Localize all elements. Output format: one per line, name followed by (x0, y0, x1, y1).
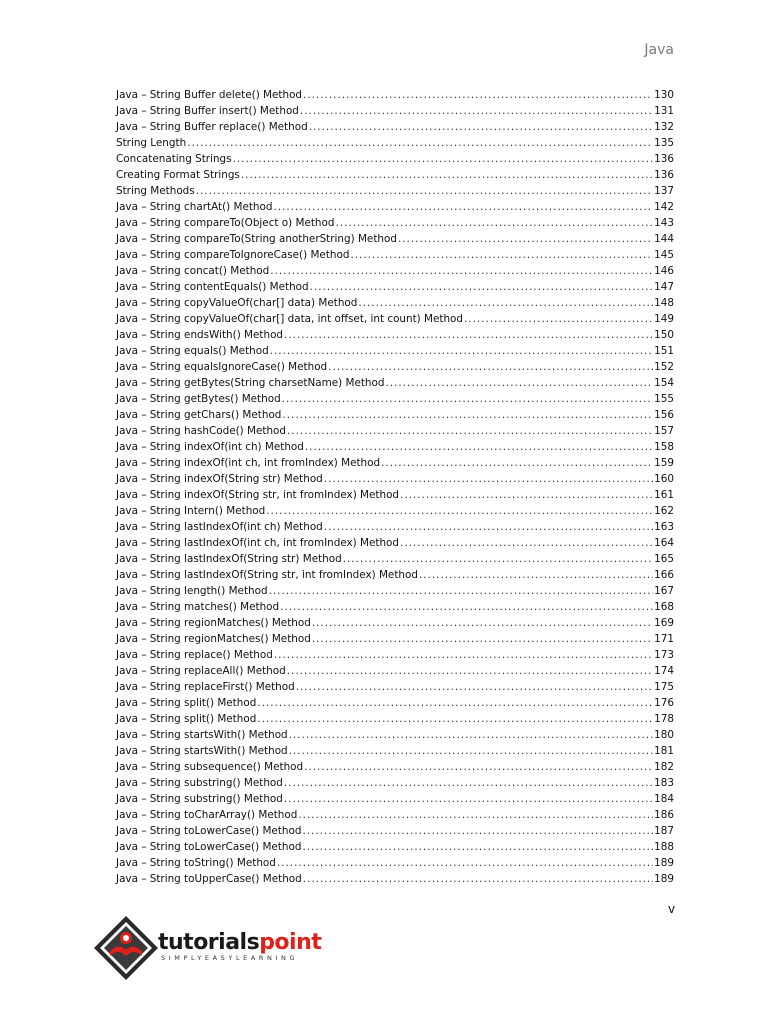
toc-entry-title: Java – String lastIndexOf(String str, int fromIndex) Method (116, 569, 418, 581)
toc-dot-leader (296, 679, 653, 695)
toc-entry-title: Java – String equalsIgnoreCase() Method (116, 361, 328, 373)
toc-entry[interactable] (116, 775, 674, 791)
toc-entry-title: Java – String replaceFirst() Method (116, 681, 295, 693)
toc-entry-page: 148 (654, 297, 674, 309)
toc-entry-page: 189 (654, 873, 674, 885)
toc-dot-leader (303, 871, 653, 887)
toc-entry[interactable] (116, 183, 674, 199)
toc-entry[interactable] (116, 871, 674, 887)
toc-entry-page: 143 (654, 217, 674, 229)
toc-entry-title: Java – String Intern() Method (116, 505, 266, 517)
toc-entry[interactable] (116, 295, 674, 311)
toc-entry-page: 164 (654, 537, 674, 549)
toc-entry-page: 152 (654, 361, 674, 373)
toc-entry-title: Java – String endsWith() Method (116, 329, 284, 341)
toc-dot-leader (277, 855, 653, 871)
toc-entry[interactable] (116, 839, 674, 855)
toc-entry[interactable] (116, 215, 674, 231)
toc-entry-page: 180 (654, 729, 674, 741)
toc-entry-title: Java – String substring() Method (116, 793, 283, 805)
toc-entry-page: 131 (654, 105, 674, 117)
toc-dot-leader (328, 359, 653, 375)
toc-dot-leader (257, 695, 653, 711)
toc-entry[interactable] (116, 455, 674, 471)
tutorialspoint-logo (88, 912, 338, 982)
toc-entry-page: 144 (654, 233, 674, 245)
toc-entry-title: Java – String concat() Method (116, 265, 270, 277)
toc-entry-page: 149 (654, 313, 674, 325)
toc-entry-title: Java – String startsWith() Method (116, 745, 288, 757)
toc-entry-title: Java – String indexOf(int ch) Method (116, 441, 304, 453)
toc-entry[interactable] (116, 439, 674, 455)
toc-entry-title: Creating Format Strings (116, 169, 240, 181)
toc-entry-page: 130 (654, 89, 674, 101)
toc-entry-title: Java – String replaceAll() Method (116, 665, 286, 677)
toc-entry[interactable] (116, 743, 674, 759)
toc-entry-title: String Length (116, 137, 187, 149)
toc-dot-leader (324, 519, 653, 535)
toc-entry[interactable] (116, 695, 674, 711)
toc-entry[interactable] (116, 327, 674, 343)
toc-entry-page: 162 (654, 505, 674, 517)
toc-dot-leader (385, 375, 653, 391)
toc-dot-leader (464, 311, 653, 327)
toc-entry[interactable] (116, 551, 674, 567)
toc-entry-page: 169 (654, 617, 674, 629)
toc-entry[interactable] (116, 103, 674, 119)
toc-entry-page: 155 (654, 393, 674, 405)
toc-entry[interactable] (116, 167, 674, 183)
toc-entry-page: 181 (654, 745, 674, 757)
toc-entry-page: 188 (654, 841, 674, 853)
toc-entry-title: Java – String regionMatches() Method (116, 633, 311, 645)
toc-entry[interactable] (116, 423, 674, 439)
toc-entry-page: 163 (654, 521, 674, 533)
toc-entry-page: 157 (654, 425, 674, 437)
toc-dot-leader (381, 455, 653, 471)
toc-entry-page: 158 (654, 441, 674, 453)
toc-entry[interactable] (116, 119, 674, 135)
toc-entry-page: 136 (654, 153, 674, 165)
toc-entry-page: 184 (654, 793, 674, 805)
toc-entry-page: 168 (654, 601, 674, 613)
toc-entry-title: Java – String Buffer replace() Method (116, 121, 308, 133)
toc-entry-title: Java – String compareTo(String anotherString) Method (116, 233, 397, 245)
page-number: v (668, 902, 676, 916)
toc-dot-leader (400, 487, 653, 503)
toc-entry[interactable] (116, 151, 674, 167)
toc-entry-title: Java – String toString() Method (116, 857, 276, 869)
toc-dot-leader (196, 183, 653, 199)
toc-entry-title: Java – String Buffer insert() Method (116, 105, 299, 117)
toc-dot-leader (398, 231, 653, 247)
toc-entry-page: 187 (654, 825, 674, 837)
toc-entry-page: 142 (654, 201, 674, 213)
toc-entry-title: Java – String length() Method (116, 585, 268, 597)
toc-dot-leader (300, 103, 653, 119)
toc-entry[interactable] (116, 247, 674, 263)
toc-entry-title: String Methods (116, 185, 195, 197)
toc-entry-title: Java – String getBytes(String charsetName) Method (116, 377, 385, 389)
toc-dot-leader (287, 423, 653, 439)
toc-dot-leader (343, 551, 653, 567)
toc-dot-leader (282, 391, 653, 407)
toc-entry[interactable] (116, 711, 674, 727)
toc-dot-leader (400, 535, 653, 551)
toc-dot-leader (358, 295, 653, 311)
toc-entry-title: Java – String getChars() Method (116, 409, 282, 421)
toc-dot-leader (269, 583, 654, 599)
toc-dot-leader (280, 599, 653, 615)
toc-entry-page: 182 (654, 761, 674, 773)
toc-entry-page: 150 (654, 329, 674, 341)
toc-entry[interactable] (116, 631, 674, 647)
toc-entry-page: 167 (654, 585, 674, 597)
toc-entry[interactable] (116, 647, 674, 663)
toc-dot-leader (287, 663, 653, 679)
toc-entry-title: Java – String toLowerCase() Method (116, 841, 302, 853)
toc-dot-leader (350, 247, 653, 263)
toc-entry-title: Java – String equals() Method (116, 345, 269, 357)
toc-entry-page: 136 (654, 169, 674, 181)
toc-entry-page: 166 (654, 569, 674, 581)
toc-entry-title: Java – String indexOf(int ch, int fromIndex) Method (116, 457, 381, 469)
toc-entry-page: 156 (654, 409, 674, 421)
toc-dot-leader (282, 407, 653, 423)
toc-entry[interactable] (116, 199, 674, 215)
toc-entry[interactable] (116, 343, 674, 359)
toc-entry-title: Java – String startsWith() Method (116, 729, 288, 741)
toc-entry-title: Java – String substring() Method (116, 777, 283, 789)
toc-entry-title: Java – String compareTo(Object o) Method (116, 217, 335, 229)
toc-entry-page: 137 (654, 185, 674, 197)
toc-entry-title: Java – String matches() Method (116, 601, 280, 613)
toc-entry-title: Java – String contentEquals() Method (116, 281, 309, 293)
toc-entry[interactable] (116, 311, 674, 327)
toc-entry-page: 145 (654, 249, 674, 261)
toc-dot-leader (302, 839, 653, 855)
toc-entry-page: 165 (654, 553, 674, 565)
toc-dot-leader (303, 87, 653, 103)
toc-dot-leader (266, 503, 653, 519)
logo-tagline: SIMPLYEASYLEARNING (161, 954, 299, 962)
toc-entry[interactable] (116, 407, 674, 423)
toc-dot-leader (241, 167, 653, 183)
toc-entry-title: Java – String hashCode() Method (116, 425, 286, 437)
toc-entry[interactable] (116, 615, 674, 631)
toc-entry[interactable] (116, 263, 674, 279)
toc-dot-leader (312, 615, 653, 631)
toc-entry-page: 135 (654, 137, 674, 149)
toc-entry-page: 132 (654, 121, 674, 133)
toc-entry[interactable] (116, 567, 674, 583)
toc-dot-leader (270, 263, 653, 279)
toc-entry[interactable] (116, 87, 674, 103)
toc-dot-leader (257, 711, 653, 727)
toc-entry-page: 151 (654, 345, 674, 357)
toc-dot-leader (310, 279, 654, 295)
toc-entry-page: 175 (654, 681, 674, 693)
toc-entry-page: 147 (654, 281, 674, 293)
toc-dot-leader (335, 215, 653, 231)
toc-entry-page: 189 (654, 857, 674, 869)
toc-entry-title: Java – String toCharArray() Method (116, 809, 298, 821)
toc-dot-leader (312, 631, 653, 647)
toc-entry[interactable] (116, 135, 674, 151)
toc-entry-title: Java – String indexOf(String str, int fromIndex) Method (116, 489, 400, 501)
toc-entry-title: Java – String lastIndexOf(int ch, int fromIndex) Method (116, 537, 400, 549)
toc-entry[interactable] (116, 487, 674, 503)
logo-mark-icon (88, 912, 168, 982)
toc-entry[interactable] (116, 791, 674, 807)
toc-dot-leader (309, 119, 653, 135)
toc-entry[interactable] (116, 759, 674, 775)
toc-entry-title: Java – String copyValueOf(char[] data) Method (116, 297, 358, 309)
toc-entry-page: 186 (654, 809, 674, 821)
toc-entry-title: Java – String getBytes() Method (116, 393, 281, 405)
toc-dot-leader (305, 439, 653, 455)
toc-dot-leader (324, 471, 653, 487)
toc-dot-leader (233, 151, 654, 167)
toc-entry-title: Java – String compareToIgnoreCase() Method (116, 249, 350, 261)
toc-dot-leader (289, 743, 654, 759)
toc-entry-page: 160 (654, 473, 674, 485)
toc-dot-leader (270, 343, 653, 359)
toc-entry-title: Java – String toUpperCase() Method (116, 873, 302, 885)
toc-entry[interactable] (116, 855, 674, 871)
running-header: Java (644, 42, 674, 58)
toc-entry-title: Java – String subsequence() Method (116, 761, 304, 773)
toc-entry-page: 178 (654, 713, 674, 725)
toc-entry[interactable] (116, 535, 674, 551)
table-of-contents (116, 87, 674, 887)
toc-dot-leader (302, 823, 653, 839)
toc-dot-leader (284, 327, 653, 343)
toc-entry-page: 176 (654, 697, 674, 709)
toc-entry[interactable] (116, 503, 674, 519)
toc-entry[interactable] (116, 375, 674, 391)
toc-entry-title: Java – String replace() Method (116, 649, 273, 661)
toc-entry-title: Java – String regionMatches() Method (116, 617, 311, 629)
toc-entry[interactable] (116, 663, 674, 679)
toc-entry-page: 174 (654, 665, 674, 677)
toc-entry[interactable] (116, 391, 674, 407)
toc-entry-title: Java – String chartAt() Method (116, 201, 273, 213)
toc-dot-leader (274, 647, 653, 663)
toc-entry-page: 161 (654, 489, 674, 501)
toc-dot-leader (298, 807, 653, 823)
toc-dot-leader (187, 135, 653, 151)
toc-dot-leader (419, 567, 653, 583)
toc-entry[interactable] (116, 807, 674, 823)
toc-entry[interactable] (116, 471, 674, 487)
toc-entry-page: 173 (654, 649, 674, 661)
toc-entry[interactable] (116, 279, 674, 295)
toc-entry[interactable] (116, 519, 674, 535)
toc-entry-title: Java – String toLowerCase() Method (116, 825, 302, 837)
toc-dot-leader (289, 727, 654, 743)
toc-entry[interactable] (116, 359, 674, 375)
toc-entry[interactable] (116, 679, 674, 695)
toc-entry-title: Java – String split() Method (116, 713, 257, 725)
toc-entry-page: 154 (654, 377, 674, 389)
toc-entry-page: 171 (654, 633, 674, 645)
toc-entry[interactable] (116, 583, 674, 599)
toc-dot-leader (284, 775, 653, 791)
toc-dot-leader (304, 759, 653, 775)
toc-dot-leader (273, 199, 653, 215)
toc-dot-leader (284, 791, 653, 807)
toc-entry-title: Java – String lastIndexOf(String str) Method (116, 553, 342, 565)
toc-entry[interactable] (116, 231, 674, 247)
toc-entry-title: Java – String split() Method (116, 697, 257, 709)
toc-entry[interactable] (116, 727, 674, 743)
toc-entry-page: 159 (654, 457, 674, 469)
toc-entry-page: 146 (654, 265, 674, 277)
toc-entry-title: Java – String indexOf(String str) Method (116, 473, 323, 485)
toc-entry[interactable] (116, 823, 674, 839)
logo-wordmark: tutorialspoint (158, 930, 322, 955)
toc-entry-title: Concatenating Strings (116, 153, 232, 165)
toc-entry-title: Java – String lastIndexOf(int ch) Method (116, 521, 323, 533)
toc-entry[interactable] (116, 599, 674, 615)
toc-entry-title: Java – String Buffer delete() Method (116, 89, 303, 101)
toc-entry-title: Java – String copyValueOf(char[] data, int offset, int count) Method (116, 313, 463, 325)
toc-entry-page: 183 (654, 777, 674, 789)
